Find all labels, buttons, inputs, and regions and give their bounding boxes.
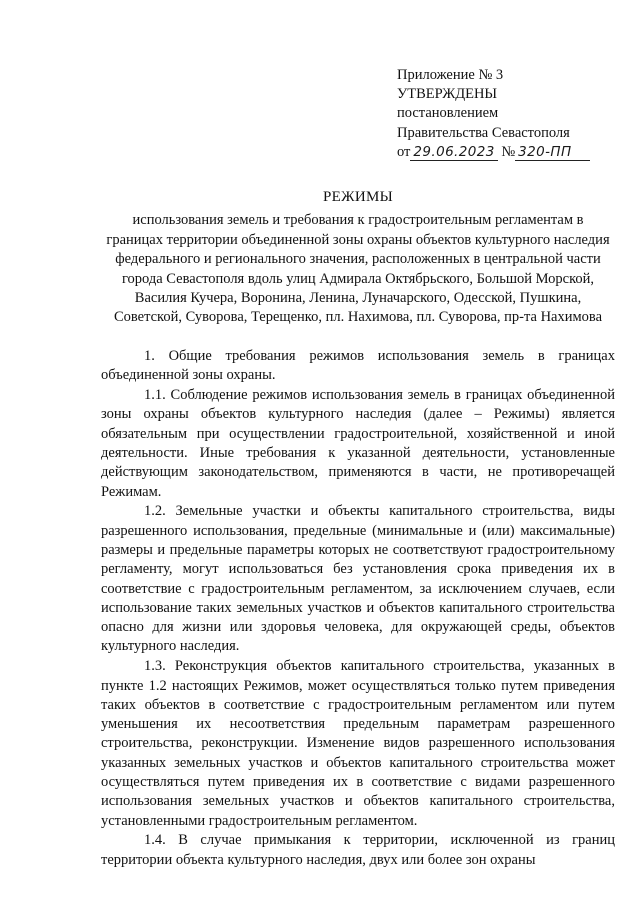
paragraph-1-2: 1.2. Земельные участки и объекты капитального строительства, виды разрешенного использования, предельные (минимальные и (или) максимальные) размеры и предельные параметры которых не соответствуют градостроительному регламенту, могут использоваться без установления срока приведения их в соответствие с градостроительным регламентом, за исключением случаев, если использование таких земельных участков и объектов капитального строительства опасно для жизни или здоровья человека, для окружающей среды, объектов культурного наследия. <box>101 503 615 655</box>
handwritten-number: 320-ПП <box>515 145 589 161</box>
number-prefix: № <box>501 143 516 160</box>
approval-block <box>397 66 627 162</box>
title-subtitle: использования земель и требования к градостроительным регламентам в границах территории объединенной зоны охраны объектов культурного наследия федерального и регионального значения, расположенных в центральной части города Севастополя вдоль улиц Адмирала Октябрьского, Большой Морской, Василия Кучера, Воронина, Ленина, Луначарского, Одесской, Пушкина, Советской, Суворова, Терещенко, пл. Нахимова, пл. Суворова, пр-та Нахимова <box>106 212 610 326</box>
paragraph-1-1: 1.1. Соблюдение режимов использования земель в границах объединенной зоны охраны объектов культурного наследия (далее – Режимы) является обязательным при осуществлении градостроительной, хозяйственной и иной деятельности. Иные требования к указанной деятельности, установленные действующим законодательством, применяются в части, не противоречащей Режимам. <box>101 387 615 500</box>
date-prefix: от <box>397 143 411 160</box>
paragraph-1: 1. Общие требования режимов использования земель в границах объединенной зоны охраны. <box>101 348 615 384</box>
document-title <box>100 188 616 328</box>
title-heading: РЕЖИМЫ <box>323 189 393 205</box>
handwritten-date: 29.06.2023 <box>410 145 497 161</box>
approved-label: УТВЕРЖДЕНЫ <box>397 86 498 103</box>
date-number-line <box>397 143 627 162</box>
resolution-label: постановлением <box>397 105 499 122</box>
paragraph-1-4: 1.4. В случае примыкания к территории, исключенной из границ территории объекта культурного наследия, двух или более зон охраны <box>101 832 615 868</box>
appendix-number: Приложение № 3 <box>397 67 504 83</box>
government-label: Правительства Севастополя <box>397 124 570 141</box>
document-body <box>101 347 615 871</box>
paragraph-1-3: 1.3. Реконструкция объектов капитального строительства, указанных в пункте 1.2 настоящих Режимов, может осуществляться только путем приведения таких объектов в соответствие с градостроительным регламентом или путем уменьшения их несоответствия предельным параметрам разрешенного строительства, реконструкции. Изменение видов разрешенного использования указанных земельных участков и объектов капитального строительства может осуществляться путем приведения их в соответствие с видами разрешенного использования земельных участков и объектов капитального строительства, установленными градостроительным регламентом. <box>101 658 615 829</box>
